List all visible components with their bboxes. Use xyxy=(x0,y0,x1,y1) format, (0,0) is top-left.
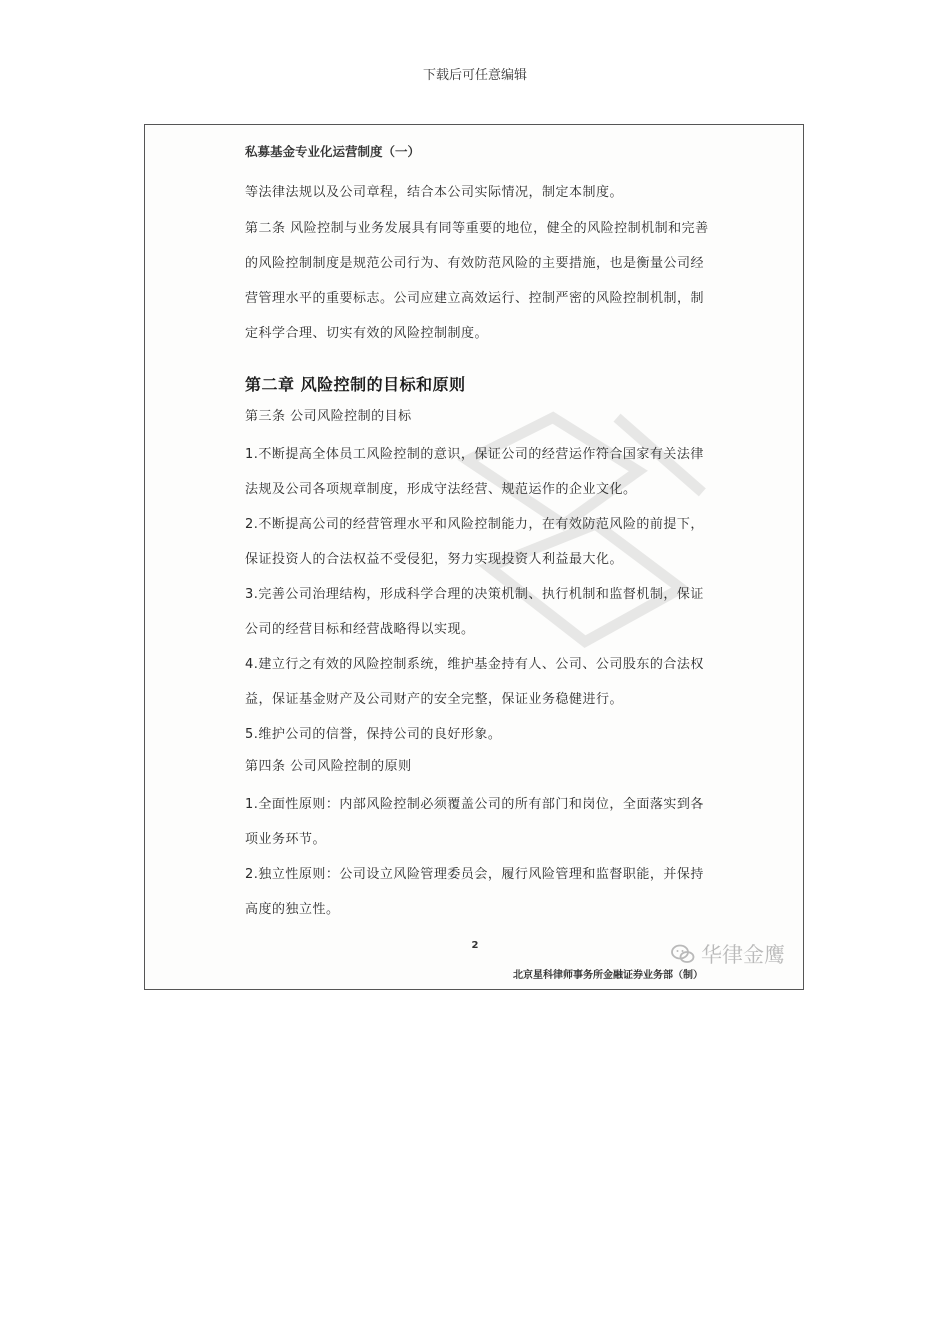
scanned-page xyxy=(144,124,804,990)
brand-logo xyxy=(671,939,785,969)
list-item: 2.不断提高公司的经营管理水平和风险控制能力，在有效防范风险的前提下，保证投资人的合法权益不受侵犯，努力实现投资人利益最大化。 xyxy=(245,517,704,567)
list-item: 1.全面性原则：内部风险控制必须覆盖公司的所有部门和岗位，全面落实到各项业务环节。 xyxy=(245,797,704,847)
paragraph-intro: 等法律法规以及公司章程，结合本公司实际情况，制定本制度。 xyxy=(245,185,624,200)
article-4-heading: 第四条 公司风险控制的原则 xyxy=(245,759,412,774)
wechat-icon xyxy=(671,944,695,964)
brand-name: 华律金鹰 xyxy=(701,943,785,967)
top-note: 下载后可任意编辑 xyxy=(422,68,527,83)
list-item: 1.不断提高全体员工风险控制的意识，保证公司的经营运作符合国家有关法律法规及公司各项规章制度，形成守法经营、规范运作的企业文化。 xyxy=(245,447,704,497)
list-item: 2.独立性原则：公司设立风险管理委员会，履行风险管理和监督职能，并保持高度的独立性。 xyxy=(245,867,704,917)
goals-list xyxy=(245,437,711,752)
document-title: 私募基金专业化运营制度（一） xyxy=(245,144,421,159)
list-item: 4.建立行之有效的风险控制系统，维护基金持有人、公司、公司股东的合法权益，保证基金财产及公司财产的安全完整，保证业务稳健进行。 xyxy=(245,657,704,707)
list-item: 5.维护公司的信誉，保持公司的良好形象。 xyxy=(245,727,502,742)
footer-firm: 北京星科律师事务所金融证券业务部（制） xyxy=(513,970,703,981)
chapter-heading: 第二章 风险控制的目标和原则 xyxy=(245,375,466,394)
article-3-heading: 第三条 公司风险控制的目标 xyxy=(245,409,412,424)
list-item: 3.完善公司治理结构，形成科学合理的决策机制、执行机制和监督机制，保证公司的经营目标和经营战略得以实现。 xyxy=(245,587,704,637)
page-number: 2 xyxy=(471,940,479,951)
principles-list xyxy=(245,787,711,927)
paragraph-article-2: 第二条 风险控制与业务发展具有同等重要的地位，健全的风险控制机制和完善的风险控制制度是规范公司行为、有效防范风险的主要措施，也是衡量公司经营管理水平的重要标志。公司应建立高效运行、控制严密的风险控制机制，制定科学合理、切实有效的风险控制制度。 xyxy=(245,221,709,341)
